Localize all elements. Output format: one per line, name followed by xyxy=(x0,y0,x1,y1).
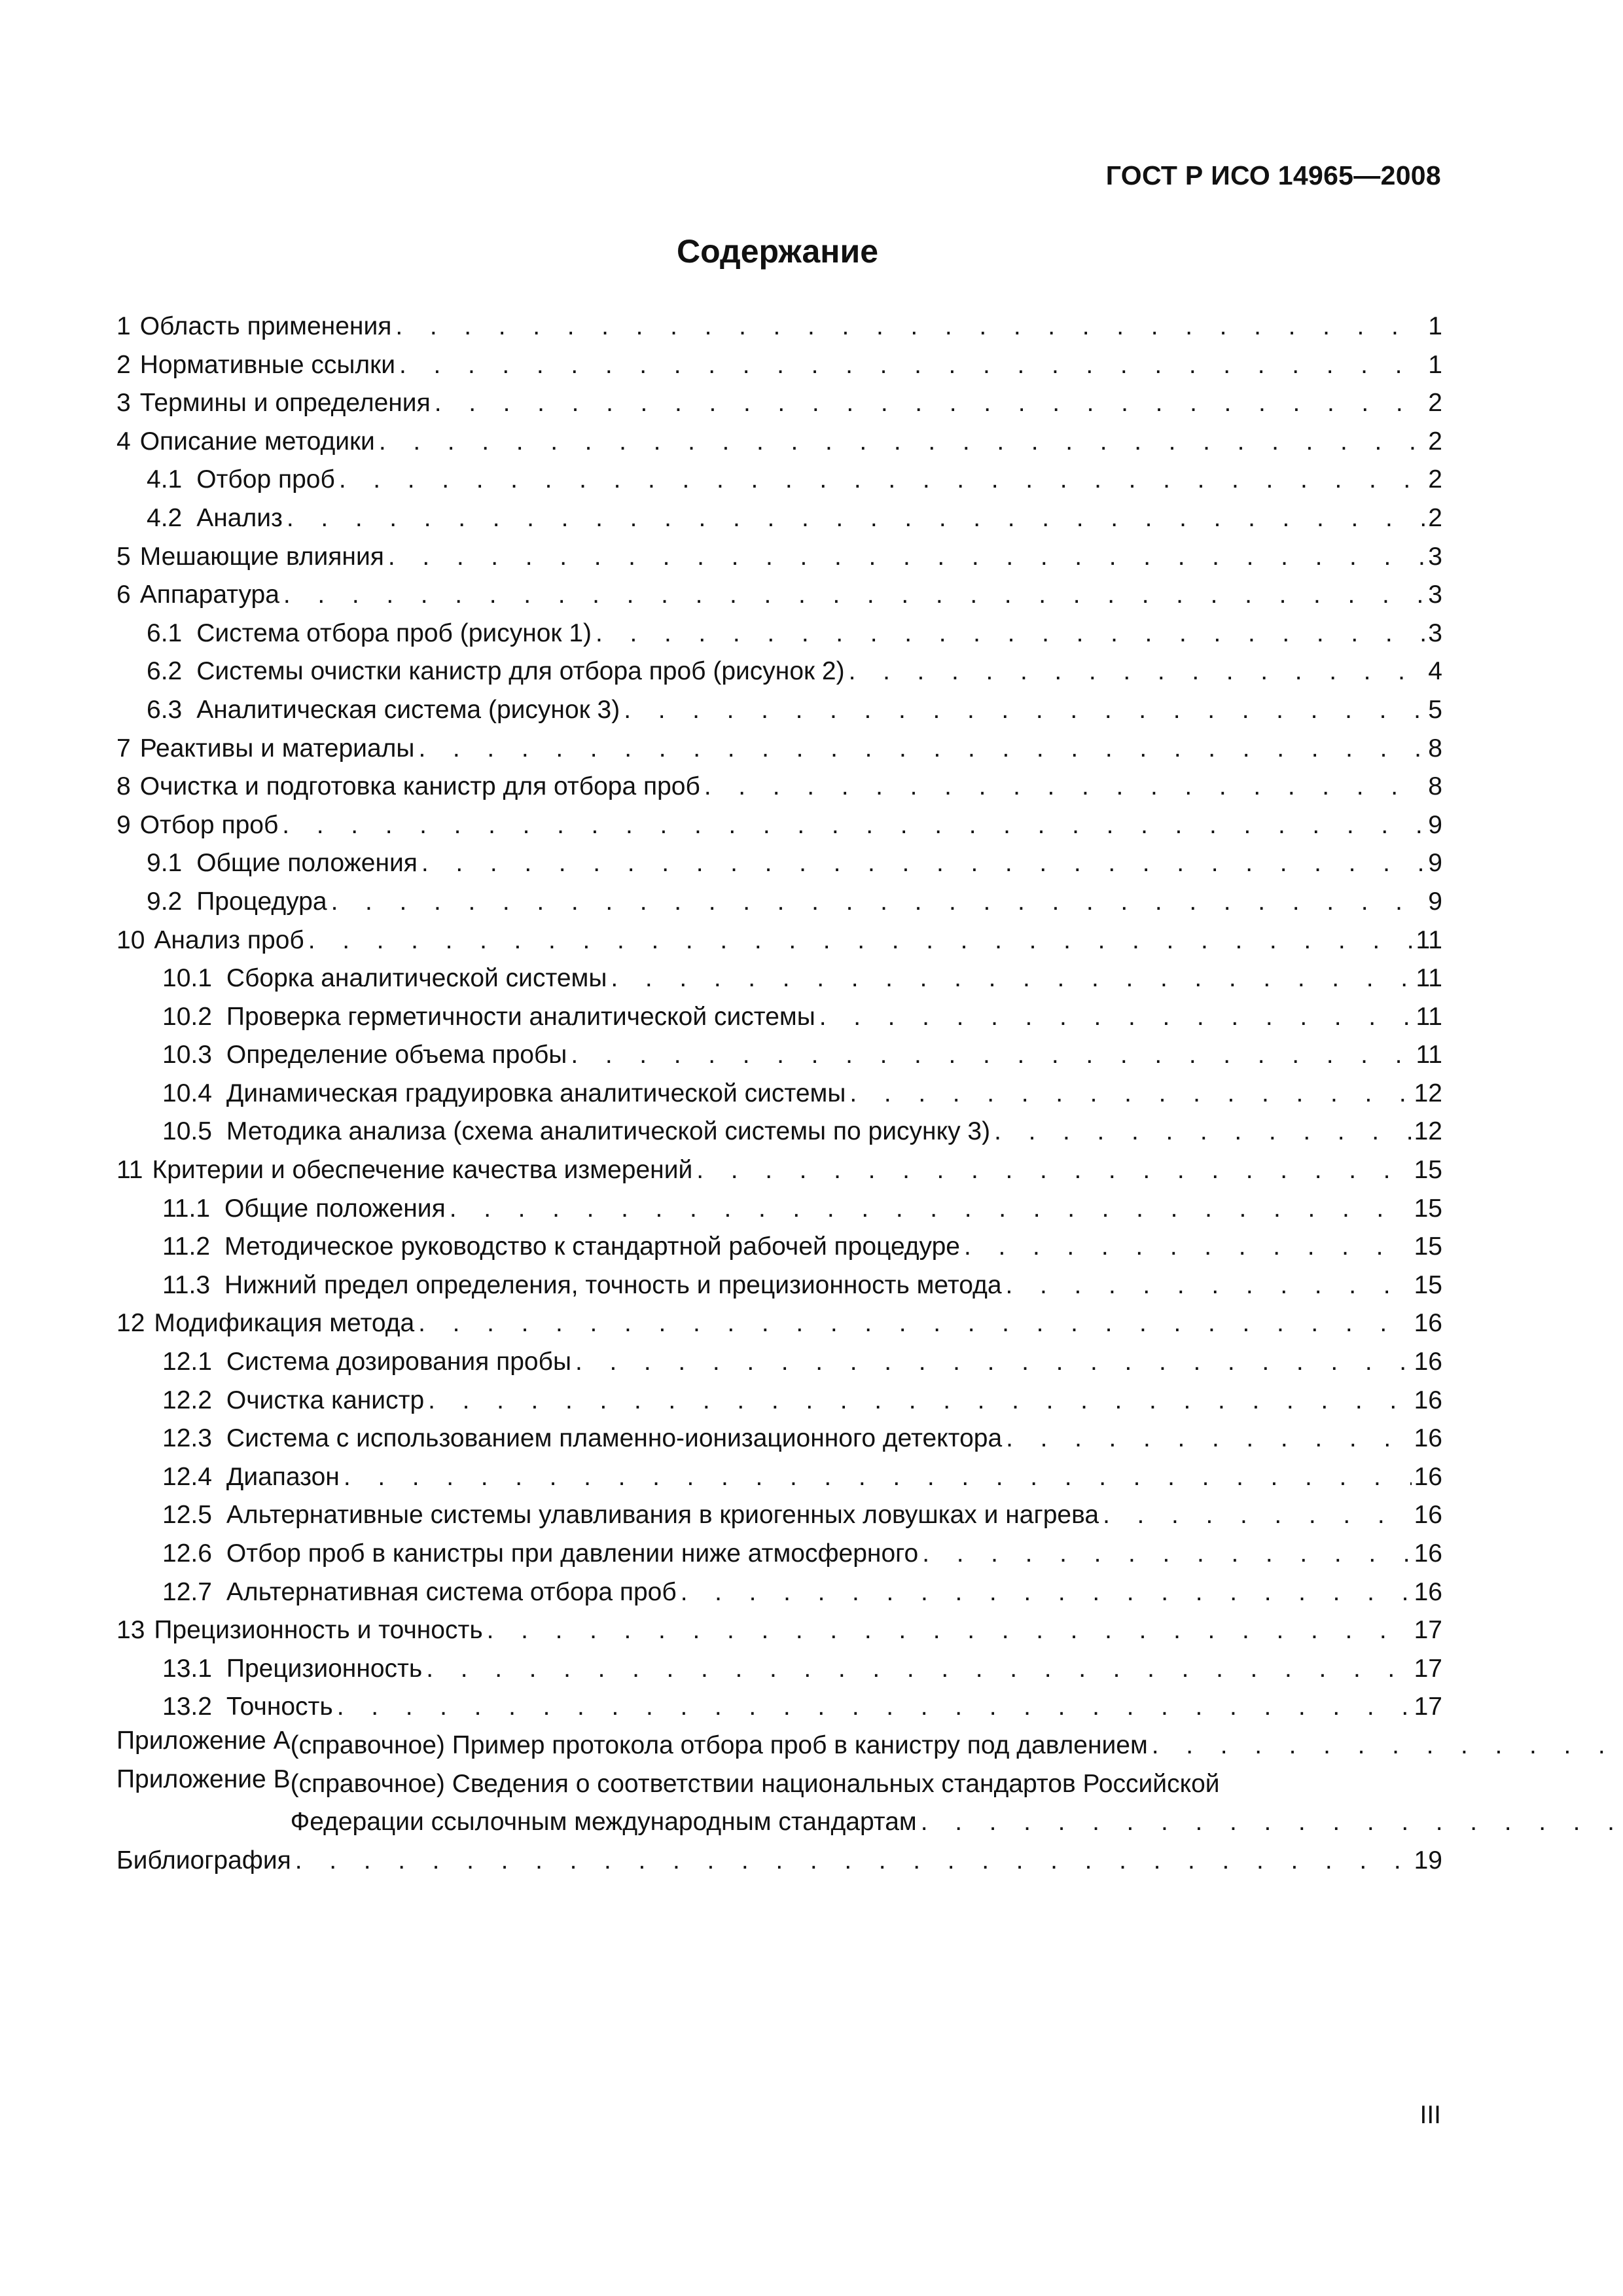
toc-entry-number: 9.1 xyxy=(147,849,183,878)
appendix-line xyxy=(291,1803,1623,1842)
toc-dot-leader xyxy=(487,1611,1412,1650)
appendix-label: Приложение А xyxy=(116,1726,291,1755)
toc-dot-leader xyxy=(283,576,1425,615)
toc-entry[interactable] xyxy=(116,730,1442,768)
table-of-contents xyxy=(116,308,1442,1880)
toc-entry[interactable] xyxy=(116,461,1442,499)
appendix-title-line: (справочное) Пример протокола отбора проб в канистру под давлением xyxy=(290,1731,1148,1759)
toc-dot-leader xyxy=(849,653,1426,691)
toc-bibliography-entry[interactable] xyxy=(116,1842,1442,1880)
toc-title: Содержание xyxy=(676,233,879,270)
toc-entry-title: Динамическая градуировка аналитической системы xyxy=(226,1079,846,1107)
appendix-title-line: (справочное) Сведения о соответствии национальных стандартов Российской xyxy=(290,1769,1220,1798)
toc-dot-leader xyxy=(819,998,1414,1037)
toc-entry-number: 12.5 xyxy=(162,1501,212,1530)
toc-entry[interactable] xyxy=(116,768,1442,806)
toc-dot-leader xyxy=(994,1113,1412,1151)
toc-entry-number: 10.2 xyxy=(162,1002,212,1031)
toc-dot-leader xyxy=(696,1151,1411,1190)
toc-entry-page: 2 xyxy=(1428,465,1442,494)
toc-entry[interactable] xyxy=(116,615,1442,653)
toc-dot-leader xyxy=(287,499,1425,538)
toc-dot-leader xyxy=(922,1535,1411,1573)
toc-dot-leader xyxy=(295,1842,1412,1880)
toc-entry-page: 11 xyxy=(1416,1002,1442,1031)
toc-entry-page: 2 xyxy=(1428,427,1442,456)
toc-entry-title: Общие положения xyxy=(196,849,418,878)
toc-entry[interactable] xyxy=(116,538,1442,577)
toc-entry-page: 1 xyxy=(1428,350,1442,379)
toc-entry-title: Аналитическая система (рисунок 3) xyxy=(196,695,620,724)
toc-appendix-entry[interactable] xyxy=(116,1765,1442,1842)
toc-entry-number: 12.7 xyxy=(162,1577,212,1606)
toc-dot-leader xyxy=(571,1036,1413,1075)
toc-entry[interactable] xyxy=(116,653,1442,691)
toc-entry[interactable] xyxy=(116,384,1442,423)
toc-entry-page: 11 xyxy=(1416,964,1442,993)
toc-entry-number: 5 xyxy=(116,542,131,571)
toc-dot-leader xyxy=(418,730,1425,768)
toc-entry-page: 4 xyxy=(1428,657,1442,686)
toc-dot-leader xyxy=(611,960,1413,998)
bibliography-page: 19 xyxy=(1414,1846,1442,1874)
toc-entry[interactable] xyxy=(116,1075,1442,1113)
toc-entry-number: 11.1 xyxy=(162,1194,211,1223)
toc-entry-number: 4.2 xyxy=(147,503,183,532)
toc-entry[interactable] xyxy=(116,844,1442,883)
toc-entry[interactable] xyxy=(116,576,1442,615)
toc-entry-page: 15 xyxy=(1414,1232,1442,1261)
toc-dot-leader xyxy=(388,538,1425,577)
toc-entry-number: 3 xyxy=(116,389,131,418)
toc-entry-title: Альтернативные системы улавливания в криогенных ловушках и нагрева xyxy=(226,1501,1099,1530)
toc-entry-page: 8 xyxy=(1428,772,1442,801)
toc-dot-leader xyxy=(337,1688,1412,1727)
toc-entry-number: 2 xyxy=(116,350,131,379)
toc-entry[interactable] xyxy=(116,1535,1442,1573)
toc-entry-page: 16 xyxy=(1414,1424,1442,1453)
appendix-body xyxy=(291,1727,1623,1765)
toc-entry-page: 16 xyxy=(1414,1501,1442,1530)
toc-entry-number: 11.3 xyxy=(162,1270,211,1299)
toc-entry[interactable] xyxy=(116,1688,1442,1727)
toc-entry-title: Системы очистки канистр для отбора проб (рисунок 2) xyxy=(196,657,845,686)
toc-dot-leader xyxy=(624,691,1425,730)
toc-dot-leader xyxy=(435,384,1426,423)
toc-dot-leader xyxy=(1103,1496,1412,1535)
toc-entry-title: Альтернативная система отбора проб xyxy=(226,1577,677,1606)
toc-entry-title: Прецизионность и точность xyxy=(154,1616,483,1645)
toc-dot-leader xyxy=(596,615,1425,653)
toc-entry-page: 5 xyxy=(1428,695,1442,724)
toc-entry-page: 17 xyxy=(1414,1654,1442,1683)
toc-entry-title: Система с использованием пламенно-ионизационного детектора xyxy=(226,1424,1003,1453)
toc-entry[interactable] xyxy=(116,1228,1442,1266)
toc-entry-page: 1 xyxy=(1428,312,1442,340)
toc-dot-leader xyxy=(331,883,1426,922)
toc-entry-page: 17 xyxy=(1414,1693,1442,1721)
toc-entry-page: 9 xyxy=(1428,887,1442,916)
toc-entry-title: Очистка и подготовка канистр для отбора проб xyxy=(139,772,700,801)
toc-entry-title: Описание методики xyxy=(139,427,375,456)
toc-entry-number: 7 xyxy=(116,734,131,762)
toc-entry[interactable] xyxy=(116,423,1442,461)
toc-entry-number: 4 xyxy=(116,427,131,456)
toc-entry-title: Процедура xyxy=(196,887,327,916)
document-code-header: ГОСТ Р ИСО 14965—2008 xyxy=(1105,160,1441,190)
toc-dot-leader xyxy=(421,844,1425,883)
appendix-title-line: Федерации ссылочным международным стандартам xyxy=(290,1808,917,1837)
toc-entry-number: 10 xyxy=(116,925,145,954)
toc-entry-page: 16 xyxy=(1414,1386,1442,1414)
toc-entry[interactable] xyxy=(116,1382,1442,1420)
toc-entry-number: 1 xyxy=(116,312,131,340)
toc-entry-page: 15 xyxy=(1414,1156,1442,1185)
toc-entry-page: 16 xyxy=(1414,1539,1442,1568)
toc-dot-leader xyxy=(681,1573,1412,1612)
toc-entry[interactable] xyxy=(116,1458,1442,1497)
page-number: III xyxy=(1419,2101,1441,2129)
toc-entry-number: 12.6 xyxy=(162,1539,212,1568)
appendix-body xyxy=(291,1765,1623,1842)
toc-entry-page: 2 xyxy=(1428,503,1442,532)
toc-entry-number: 6 xyxy=(116,581,131,609)
toc-entry-page: 3 xyxy=(1428,542,1442,571)
toc-entry-number: 11 xyxy=(116,1156,143,1185)
toc-entry-title: Методическое руководство к стандартной рабочей процедуре xyxy=(224,1232,960,1261)
toc-dot-leader xyxy=(418,1304,1411,1343)
toc-entry[interactable] xyxy=(116,499,1442,538)
toc-entry[interactable] xyxy=(116,806,1442,845)
toc-entry-title: Анализ проб xyxy=(154,925,304,954)
toc-dot-leader xyxy=(426,1650,1411,1689)
toc-entry-number: 13 xyxy=(116,1616,145,1645)
toc-entry-number: 13.1 xyxy=(162,1654,212,1683)
toc-entry-title: Прецизионность xyxy=(226,1654,423,1683)
toc-entry-number: 10.1 xyxy=(162,964,212,993)
toc-entry[interactable] xyxy=(116,1343,1442,1382)
toc-entry-number: 10.3 xyxy=(162,1041,212,1069)
toc-dot-leader xyxy=(395,308,1425,346)
bibliography-title: Библиография xyxy=(116,1846,291,1874)
toc-dot-leader xyxy=(1152,1727,1623,1765)
toc-entry-title: Отбор проб xyxy=(196,465,335,494)
toc-entry-page: 3 xyxy=(1428,619,1442,647)
toc-dot-leader xyxy=(428,1382,1411,1420)
toc-entry-number: 6.1 xyxy=(147,619,183,647)
toc-entry-title: Мешающие влияния xyxy=(139,542,384,571)
toc-entry-number: 12.1 xyxy=(162,1348,212,1376)
toc-entry-title: Система отбора проб (рисунок 1) xyxy=(196,619,592,647)
toc-entry[interactable] xyxy=(116,1113,1442,1151)
toc-entry[interactable] xyxy=(116,691,1442,730)
toc-entry-page: 16 xyxy=(1414,1577,1442,1606)
toc-entry-page: 11 xyxy=(1416,925,1442,954)
toc-entry-title: Модификация метода xyxy=(154,1309,415,1338)
toc-entry-page: 9 xyxy=(1428,810,1442,839)
toc-entry-number: 13.2 xyxy=(162,1693,212,1721)
toc-dot-leader xyxy=(921,1803,1623,1842)
toc-entry-title: Система дозирования пробы xyxy=(226,1348,571,1376)
toc-entry-title: Определение объема пробы xyxy=(226,1041,567,1069)
toc-entry-number: 4.1 xyxy=(147,465,183,494)
toc-entry[interactable] xyxy=(116,1266,1442,1305)
toc-entry-page: 11 xyxy=(1416,1041,1442,1069)
toc-entry-number: 12 xyxy=(116,1309,145,1338)
toc-entry[interactable] xyxy=(116,960,1442,998)
toc-entry-number: 6.2 xyxy=(147,657,183,686)
toc-entry-title: Точность xyxy=(226,1693,333,1721)
toc-entry-title: Очистка канистр xyxy=(226,1386,425,1414)
toc-entry-page: 12 xyxy=(1414,1079,1442,1107)
toc-entry-number: 9.2 xyxy=(147,887,183,916)
toc-entry-title: Реактивы и материалы xyxy=(139,734,415,762)
toc-entry-number: 10.5 xyxy=(162,1117,212,1146)
toc-entry-number: 8 xyxy=(116,772,131,801)
toc-entry-number: 6.3 xyxy=(147,695,183,724)
toc-dot-leader xyxy=(282,806,1425,845)
toc-dot-leader xyxy=(1006,1266,1412,1305)
toc-entry-title: Сборка аналитической системы xyxy=(226,964,607,993)
toc-entry-page: 3 xyxy=(1428,581,1442,609)
toc-entry[interactable] xyxy=(116,308,1442,346)
toc-entry-title: Нижний предел определения, точность и прецизионность метода xyxy=(224,1270,1002,1299)
toc-entry-page: 16 xyxy=(1414,1348,1442,1376)
toc-dot-leader xyxy=(450,1190,1412,1229)
toc-entry-page: 15 xyxy=(1414,1270,1442,1299)
toc-entry-page: 16 xyxy=(1414,1309,1442,1338)
toc-dot-leader xyxy=(308,922,1414,960)
toc-entry-title: Область применения xyxy=(139,312,392,340)
toc-entry-page: 9 xyxy=(1428,849,1442,878)
toc-entry-title: Проверка герметичности аналитической системы xyxy=(226,1002,815,1031)
appendix-line xyxy=(291,1727,1623,1765)
toc-entry-title: Общие положения xyxy=(224,1194,446,1223)
toc-entry[interactable] xyxy=(116,1151,1442,1190)
toc-entry-title: Анализ xyxy=(196,503,283,532)
toc-entry-number: 12.2 xyxy=(162,1386,212,1414)
toc-entry[interactable] xyxy=(116,998,1442,1037)
toc-dot-leader xyxy=(575,1343,1412,1382)
toc-entry-title: Аппаратура xyxy=(139,581,279,609)
toc-entry[interactable] xyxy=(116,1420,1442,1458)
toc-entry-page: 12 xyxy=(1414,1117,1442,1146)
toc-entry-title: Отбор проб xyxy=(139,810,279,839)
toc-entry[interactable] xyxy=(116,1496,1442,1535)
toc-entry-title: Диапазон xyxy=(226,1462,340,1491)
toc-dot-leader xyxy=(1006,1420,1411,1458)
appendix-label: Приложение В xyxy=(116,1765,291,1793)
toc-entry[interactable] xyxy=(116,922,1442,960)
toc-entry-number: 12.4 xyxy=(162,1462,212,1491)
toc-entry-title: Термины и определения xyxy=(139,389,431,418)
appendix-line xyxy=(291,1765,1623,1804)
toc-entry[interactable] xyxy=(116,1304,1442,1343)
toc-entry-number: 10.4 xyxy=(162,1079,212,1107)
toc-entry[interactable] xyxy=(116,883,1442,922)
toc-entry-number: 11.2 xyxy=(162,1232,211,1261)
toc-dot-leader xyxy=(344,1458,1412,1497)
toc-dot-leader xyxy=(339,461,1425,499)
toc-entry-number: 9 xyxy=(116,810,131,839)
toc-entry[interactable] xyxy=(116,1573,1442,1612)
toc-entry[interactable] xyxy=(116,346,1442,385)
toc-entry-number: 12.3 xyxy=(162,1424,212,1453)
toc-entry-page: 17 xyxy=(1414,1616,1442,1645)
toc-entry-title: Методика анализа (схема аналитической системы по рисунку 3) xyxy=(226,1117,991,1146)
toc-entry-page: 15 xyxy=(1414,1194,1442,1223)
toc-dot-leader xyxy=(964,1228,1412,1266)
toc-entry-title: Нормативные ссылки xyxy=(139,350,395,379)
toc-entry-page: 8 xyxy=(1428,734,1442,762)
toc-dot-leader xyxy=(704,768,1425,806)
toc-entry[interactable] xyxy=(116,1036,1442,1075)
toc-entry[interactable] xyxy=(116,1190,1442,1229)
toc-entry[interactable] xyxy=(116,1650,1442,1689)
toc-entry-title: Отбор проб в канистры при давлении ниже атмосферного xyxy=(226,1539,919,1568)
toc-entry-page: 16 xyxy=(1414,1462,1442,1491)
toc-entry-page: 2 xyxy=(1428,389,1442,418)
toc-appendix-entry[interactable] xyxy=(116,1727,1442,1765)
toc-dot-leader xyxy=(849,1075,1411,1113)
toc-entry[interactable] xyxy=(116,1611,1442,1650)
toc-dot-leader xyxy=(379,423,1425,461)
toc-entry-title: Критерии и обеспечение качества измерений xyxy=(152,1156,693,1185)
toc-dot-leader xyxy=(399,346,1425,385)
